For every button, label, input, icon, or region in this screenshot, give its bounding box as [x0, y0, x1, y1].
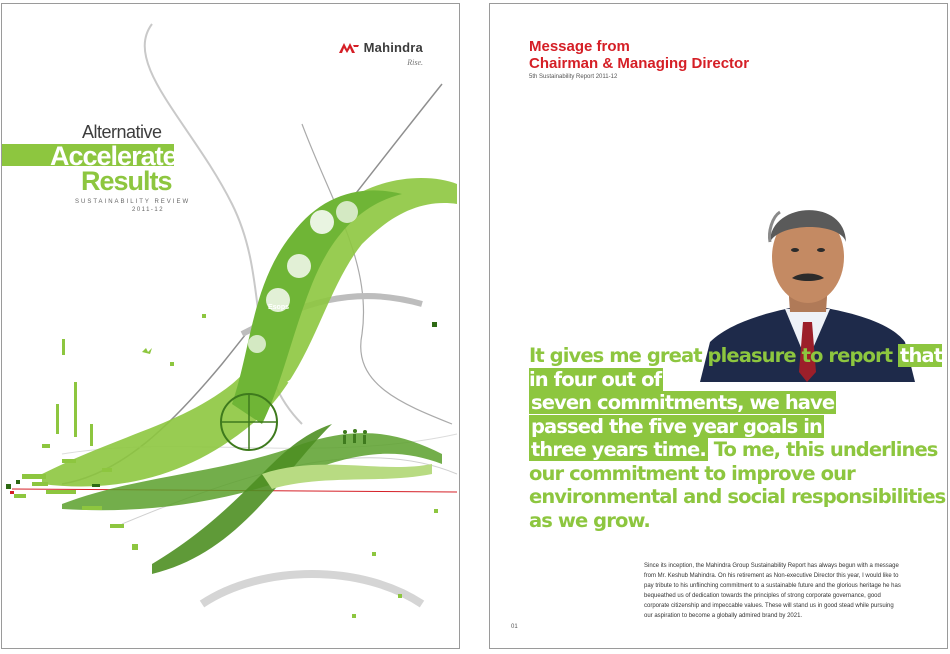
page-number: 01 [511, 624, 518, 630]
quote-highlight-3: passed the five year goals in [531, 414, 822, 438]
brand-tagline: Rise. [407, 58, 423, 67]
cover-title-line-1: Alternative [82, 122, 162, 142]
quote-text-2: To me, this underlines our commitment to improve our environmental and social responsibilities as we grow. [529, 438, 946, 532]
page-heading [529, 38, 749, 72]
message-page [489, 3, 948, 649]
heading-line-1: Message from [529, 38, 630, 55]
brand-name: Mahindra [363, 40, 423, 55]
cover-artwork [2, 4, 460, 649]
cover-page [1, 3, 460, 649]
body-paragraph: Since its inception, the Mahindra Group Sustainability Report has always begun with a message from Mr. Keshub Mahindra. On his retirement as Non-executive Director this year, I would like to pay tribute to his unflinching commitment to a sustainable future and the glorious heritage he has bequeathed us of dedication towards the principles of strong corporate governance, good corporate citizenship and impeccable values. These will stand us in good stead while pursuing our aspiration to become a globally admired brand by 2021. [644, 563, 901, 619]
mahindra-mark-icon [338, 42, 360, 54]
quote-highlight-4: three years time. [531, 438, 706, 461]
quote-highlight-1: that in four out of [529, 344, 943, 391]
pull-quote [529, 344, 948, 532]
cover-title-line-3: Results [81, 166, 172, 196]
quote-text-1: It gives me great pleasure to report [529, 344, 899, 367]
cover-title-line-2: Accelerates [50, 141, 191, 171]
mahindra-logo [338, 40, 423, 55]
cover-year: 2011-12 [132, 207, 165, 213]
heading-line-2: Chairman & Managing Director [529, 55, 750, 72]
report-subtitle: 5th Sustainability Report 2011-12 [529, 74, 618, 80]
quote-highlight-2: seven commitments, we have [531, 391, 835, 414]
esops-icon-label: Esops [268, 304, 290, 311]
cover-subtitle: SUSTAINABILITY REVIEW [75, 199, 191, 205]
